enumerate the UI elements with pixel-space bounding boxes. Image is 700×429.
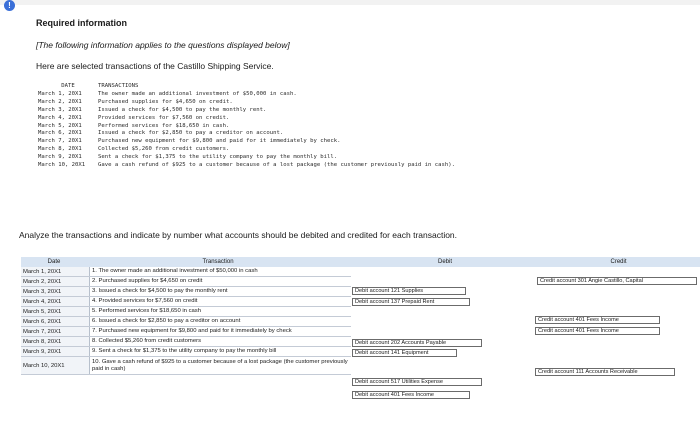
info-icon: ! <box>4 0 15 11</box>
top-strip <box>0 0 700 5</box>
row-date: March 8, 20X1 <box>21 337 90 346</box>
row-transaction: 3. Issued a check for $4,500 to pay the monthly rent <box>92 288 228 295</box>
answer-grid <box>21 257 700 409</box>
credit-input-row-5[interactable]: Credit account 401 Fees Income <box>535 327 660 335</box>
transaction-text: The owner made an additional investment of $50,000 in cash. <box>98 90 297 97</box>
section-subtitle: [The following information applies to the questions displayed below] <box>36 40 290 50</box>
grid-row <box>21 287 351 297</box>
transaction-date: March 6, 20X1 <box>38 130 82 137</box>
transaction-text: Performed services for $18,650 in cash. <box>98 122 230 129</box>
row-transaction: 8. Collected $5,260 from credit customers <box>92 338 202 345</box>
transaction-date: March 2, 20X1 <box>38 98 82 105</box>
transaction-text: Sent a check for $1,375 to the utility company to pay the monthly bill. <box>98 154 338 161</box>
transaction-header: Transaction <box>202 259 234 265</box>
transactions-column-header: TRANSACTIONS <box>98 83 139 89</box>
debit-input-row-3[interactable]: Debit account 137 Prepaid Rent <box>352 298 470 306</box>
debit-input-row-2[interactable]: Debit account 121 Supplies <box>352 287 466 295</box>
transaction-date: March 3, 20X1 <box>38 106 82 113</box>
transaction-line <box>38 123 578 131</box>
transaction-line <box>38 162 578 170</box>
row-date: March 2, 20X1 <box>21 277 90 286</box>
grid-row <box>21 317 351 327</box>
credit-header: Credit <box>537 257 700 267</box>
section-title: Required information <box>36 18 128 28</box>
transaction-text: Issued a check for $4,500 to pay the monthly rent. <box>98 106 267 113</box>
credit-input-row-1[interactable]: Credit account 301 Angie Castillo, Capital <box>537 277 697 285</box>
transaction-text: Gave a cash refund of $925 to a customer because of a lost package (the customer previously paid in cash). <box>98 162 455 169</box>
debit-input-row-7[interactable]: Debit account 141 Equipment <box>352 349 457 357</box>
row-date: March 4, 20X1 <box>21 297 90 306</box>
transaction-date: March 7, 20X1 <box>38 138 82 145</box>
row-transaction: 7. Purchased new equipment for $9,800 and paid for it immediately by check <box>92 328 292 335</box>
transaction-line <box>38 154 578 162</box>
credit-input-row-4[interactable]: Credit account 401 Fees Income <box>535 316 660 324</box>
transaction-text: Provided services for $7,560 on credit. <box>98 114 230 121</box>
date-header: Date <box>47 259 61 265</box>
transaction-line <box>38 115 578 123</box>
grid-row <box>21 267 351 277</box>
transaction-line <box>38 130 578 138</box>
row-date: March 7, 20X1 <box>21 327 90 336</box>
row-transaction: 9. Sent a check for $1,375 to the utility company to pay the monthly bill <box>92 348 277 355</box>
grid-row <box>21 357 351 375</box>
row-transaction: 5. Performed services for $18,650 in cash <box>92 308 202 315</box>
grid-row <box>21 337 351 347</box>
transaction-text: Collected $5,260 from credit customers. <box>98 146 230 153</box>
row-date: March 9, 20X1 <box>21 347 90 356</box>
transaction-line <box>38 91 578 99</box>
row-date: March 6, 20X1 <box>21 317 90 326</box>
row-date: March 3, 20X1 <box>21 287 90 296</box>
transaction-line <box>38 146 578 154</box>
transaction-line <box>38 107 578 115</box>
debit-input-row-10[interactable]: Debit account 401 Fees Income <box>352 391 470 399</box>
section-intro: Here are selected transactions of the Castillo Shipping Service. <box>36 61 274 71</box>
debit-input-row-6[interactable]: Debit account 202 Accounts Payable <box>352 339 482 347</box>
transaction-line <box>38 99 578 107</box>
grid-row <box>21 307 351 317</box>
debit-header: Debit <box>437 259 452 265</box>
row-transaction: 4. Provided services for $7,560 on credit <box>92 298 198 305</box>
row-transaction: 2. Purchased supplies for $4,650 on credit <box>92 278 203 285</box>
transaction-date: March 8, 20X1 <box>38 146 82 153</box>
transaction-text: Purchased new equipment for $9,800 and paid for it immediately by check. <box>98 138 341 145</box>
question-prompt: Analyze the transactions and indicate by number what accounts should be debited and credited for each transaction. <box>19 230 458 240</box>
row-transaction: 10. Gave a cash refund of $925 to a customer because of a lost package (the customer previously paid in cash) <box>92 359 348 372</box>
transaction-date: March 5, 20X1 <box>38 122 82 129</box>
credit-input-row-8[interactable]: Credit account 111 Accounts Receivable <box>535 368 675 376</box>
row-date: March 1, 20X1 <box>21 267 90 276</box>
row-date: March 10, 20X1 <box>21 357 90 374</box>
grid-row <box>21 297 351 307</box>
date-column-header: DATE <box>61 83 75 89</box>
row-transaction: 1. The owner made an additional investment of $50,000 in cash <box>92 268 258 275</box>
transaction-date: March 9, 20X1 <box>38 154 82 161</box>
row-transaction: 6. Issued a check for $2,850 to pay a creditor on account <box>92 318 241 325</box>
transaction-text: Purchased supplies for $4,650 on credit. <box>98 98 233 105</box>
debit-input-row-9[interactable]: Debit account 517 Utilities Expense <box>352 378 482 386</box>
transaction-line <box>38 138 578 146</box>
grid-row <box>21 277 351 287</box>
grid-row <box>21 347 351 357</box>
transaction-date: March 1, 20X1 <box>38 90 82 97</box>
row-date: March 5, 20X1 <box>21 307 90 316</box>
transaction-text: Issued a check for $2,850 to pay a creditor on account. <box>98 130 284 137</box>
transaction-date: March 4, 20X1 <box>38 114 82 121</box>
grid-row <box>21 327 351 337</box>
transactions-list <box>38 83 578 170</box>
transaction-date: March 10, 20X1 <box>38 162 86 169</box>
